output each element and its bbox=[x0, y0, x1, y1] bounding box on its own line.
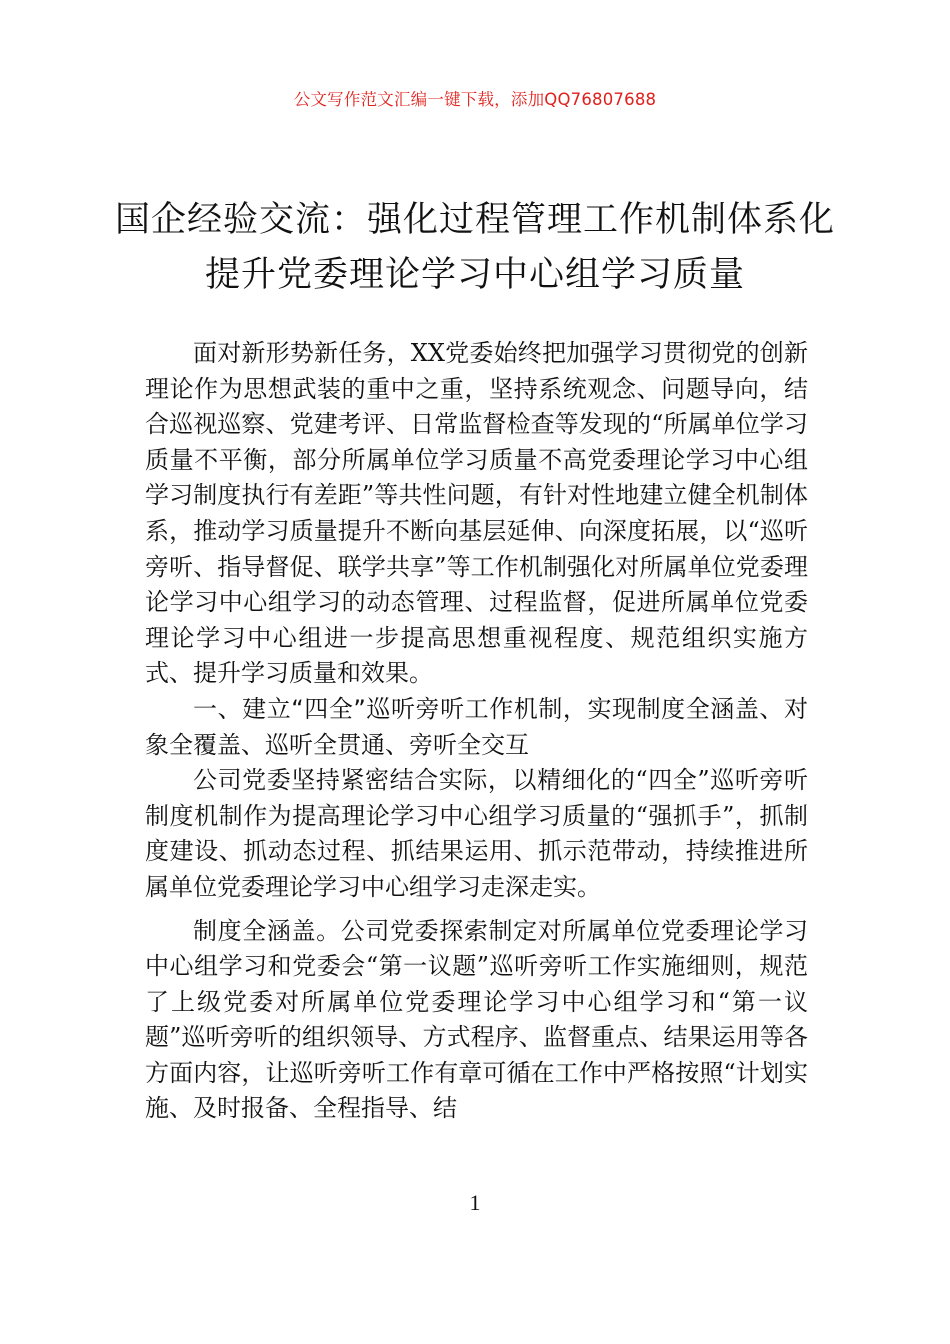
section-heading-1: 一、建立“四全”巡听旁听工作机制，实现制度全涵盖、对象全覆盖、巡听全贯通、旁听全交互 bbox=[145, 694, 808, 759]
intro-paragraph: 面对新形势新任务，XX党委始终把加强学习贯彻党的创新理论作为思想武装的重中之重，坚持系统观念、问题导向，结合巡视巡察、党建考评、日常监督检查等发现的“所属单位学习质量不平衡，部分所属单位学习质量不高党委理论学习中心组学习制度执行有差距”等共性问题，有针对性地建立健全机制体系，推动学习质量提升不断向基层延伸、向深度拓展，以“巡听旁听、指导督促、联学共享”等工作机制强化对所属单位党委理论学习中心组学习的动态管理、过程监督，促进所属单位党委理论学习中心组进一步提高思想重视程度、规范组织实施方式、提升学习质量和效果。 bbox=[145, 339, 808, 688]
download-promo-note: 公文写作范文汇编一键下载，添加QQ76807688 bbox=[293, 90, 657, 109]
institution-coverage-paragraph: 制度全涵盖。公司党委探索制定对所属单位党委理论学习中心组学习和党委会“第一议题”巡听旁听工作实施细则，规范了上级党委对所属单位党委理论学习中心组学习和“第一议题”巡听旁听的组织领导、方式程序、监督重点、结果运用等各方面内容，让巡听旁听工作有章可循在工作中严格按照“计划实施、及时报备、全程指导、结 bbox=[145, 916, 808, 1123]
section-1-paragraph: 公司党委坚持紧密结合实际，以精细化的“四全”巡听旁听制度机制作为提高理论学习中心组学习质量的“强抓手”，抓制度建设、抓动态过程、抓结果运用、抓示范带动，持续推进所属单位党委理论学习中心组学习走深走实。 bbox=[145, 766, 808, 901]
document-body bbox=[145, 336, 808, 1127]
page-number: 1 bbox=[469, 1190, 481, 1215]
document-title: 国企经验交流：强化过程管理工作机制体系化 提升党委理论学习中心组学习质量 bbox=[114, 200, 835, 296]
